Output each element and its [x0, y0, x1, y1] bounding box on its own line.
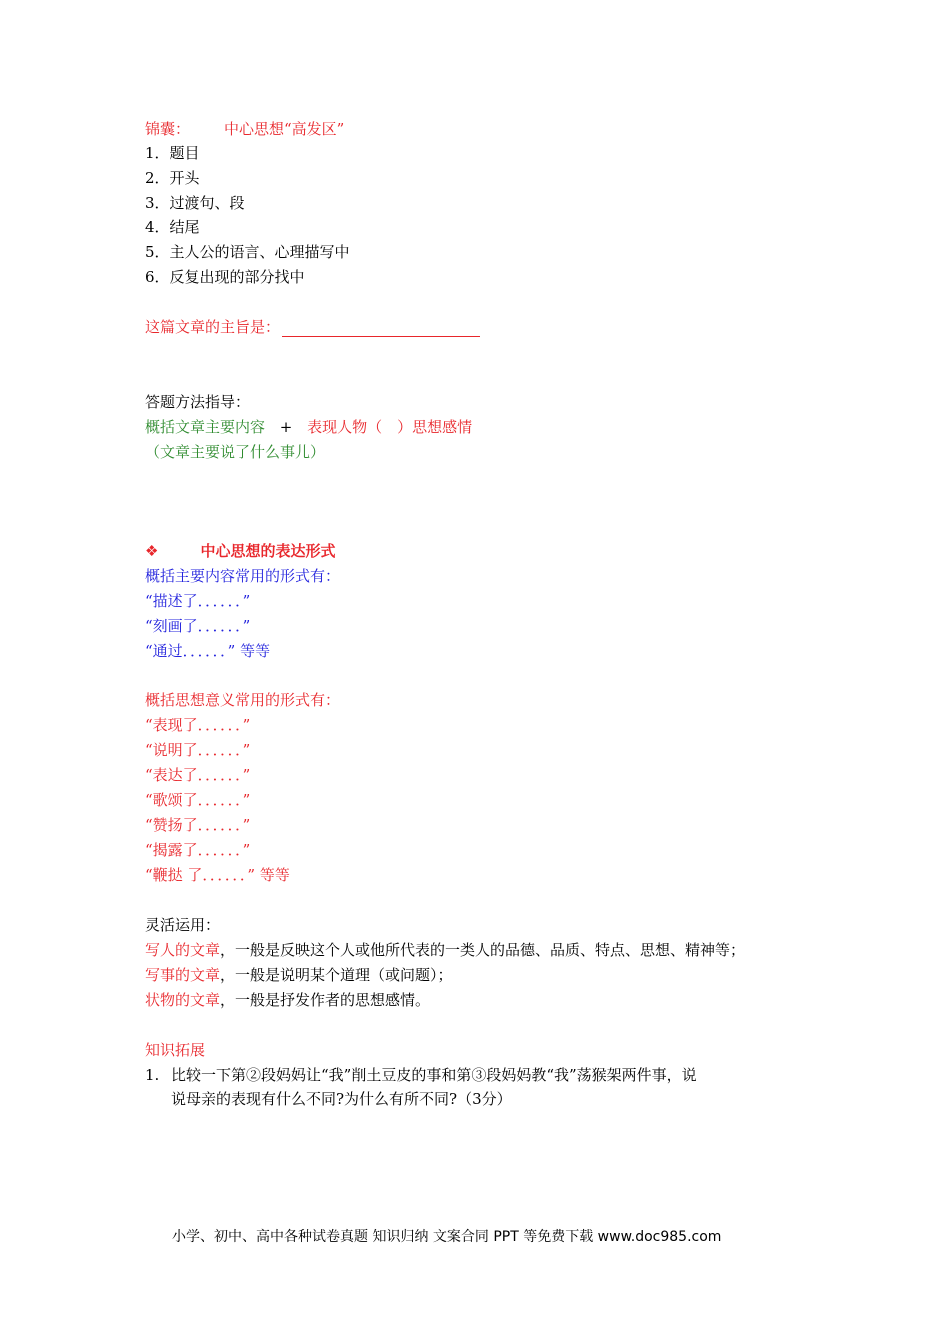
apply-row [145, 965, 453, 985]
meaning-form-item: “赞扬了．．．．．．” [145, 816, 251, 834]
theme-prompt-label: 这篇文章的主旨是： [145, 318, 281, 336]
meaning-form-item: “表达了．．．．．．” [145, 766, 251, 784]
apply-row-type: 写事的文章 [145, 966, 221, 984]
apply-row [145, 940, 745, 960]
apply-row [145, 990, 430, 1010]
question-text-1: 比较一下第②段妈妈让“我”削土豆皮的事和第③段妈妈教“我”荡猴架两件事，说 [171, 1066, 697, 1084]
content-form-item: “刻画了．．．．．．” [145, 617, 251, 635]
list-item: 6．反复出现的部分找中 [145, 268, 305, 286]
meaning-form-item: “说明了．．．．．．” [145, 741, 251, 759]
section1-title-label: 锦囊： [145, 120, 191, 138]
apply-row-text: ，一般是抒发作者的思想感情。 [220, 991, 431, 1009]
formula-plus: + [279, 418, 293, 436]
section1-title [145, 119, 344, 139]
meaning-form-item: “歌颂了．．．．．．” [145, 791, 251, 809]
question-number: 1. [145, 1066, 160, 1084]
theme-answer-blank [282, 318, 480, 337]
meaning-form-item: “揭露了．．．．．．” [145, 841, 251, 859]
theme-prompt [145, 317, 480, 337]
apply-row-text: ，一般是反映这个人或他所代表的一类人的品德、品质、特点、思想、精神等； [220, 941, 746, 959]
list-item: 3．过渡句、段 [145, 194, 245, 212]
content-form-item: “通过．．．．．．” 等等 [145, 642, 271, 660]
apply-heading: 灵活运用： [145, 916, 221, 934]
apply-row-type: 写人的文章 [145, 941, 221, 959]
expression-heading [145, 541, 335, 561]
meaning-forms-heading: 概括思想意义常用的形式有： [145, 691, 341, 709]
list-item: 2．开头 [145, 169, 200, 187]
question-line-1 [145, 1065, 697, 1085]
content-form-item: “描述了．．．．．．” [145, 592, 251, 610]
meaning-form-item: “鞭挞 了．．．．．．” 等等 [145, 866, 290, 884]
apply-row-type: 状物的文章 [145, 991, 221, 1009]
formula-part1: 概括文章主要内容 [145, 418, 266, 436]
section1-title-text: 中心思想“高发区” [224, 120, 345, 138]
method-formula [145, 417, 472, 437]
list-item: 1．题目 [145, 144, 200, 162]
diamond-bullet-icon: ❖ [145, 542, 159, 560]
extension-heading: 知识拓展 [145, 1041, 206, 1059]
method-note: （文章主要说了什么事儿） [145, 443, 326, 461]
apply-row-text: ，一般是说明某个道理（或问题）； [220, 966, 453, 984]
formula-part2: 表现人物（ ）思想感情 [307, 418, 473, 436]
content-forms-heading: 概括主要内容常用的形式有： [145, 567, 341, 585]
page-footer: 小学、初中、高中各种试卷真题 知识归纳 文案合同 PPT 等免费下载 www.doc985.com [172, 1229, 722, 1245]
list-item: 4．结尾 [145, 218, 200, 236]
list-item: 5．主人公的语言、心理描写中 [145, 243, 350, 261]
method-heading: 答题方法指导： [145, 393, 251, 411]
meaning-form-item: “表现了．．．．．．” [145, 716, 251, 734]
question-line-2: 说母亲的表现有什么不同?为什么有所不同?（3分） [171, 1090, 512, 1108]
expression-heading-text: 中心思想的表达形式 [200, 542, 336, 560]
